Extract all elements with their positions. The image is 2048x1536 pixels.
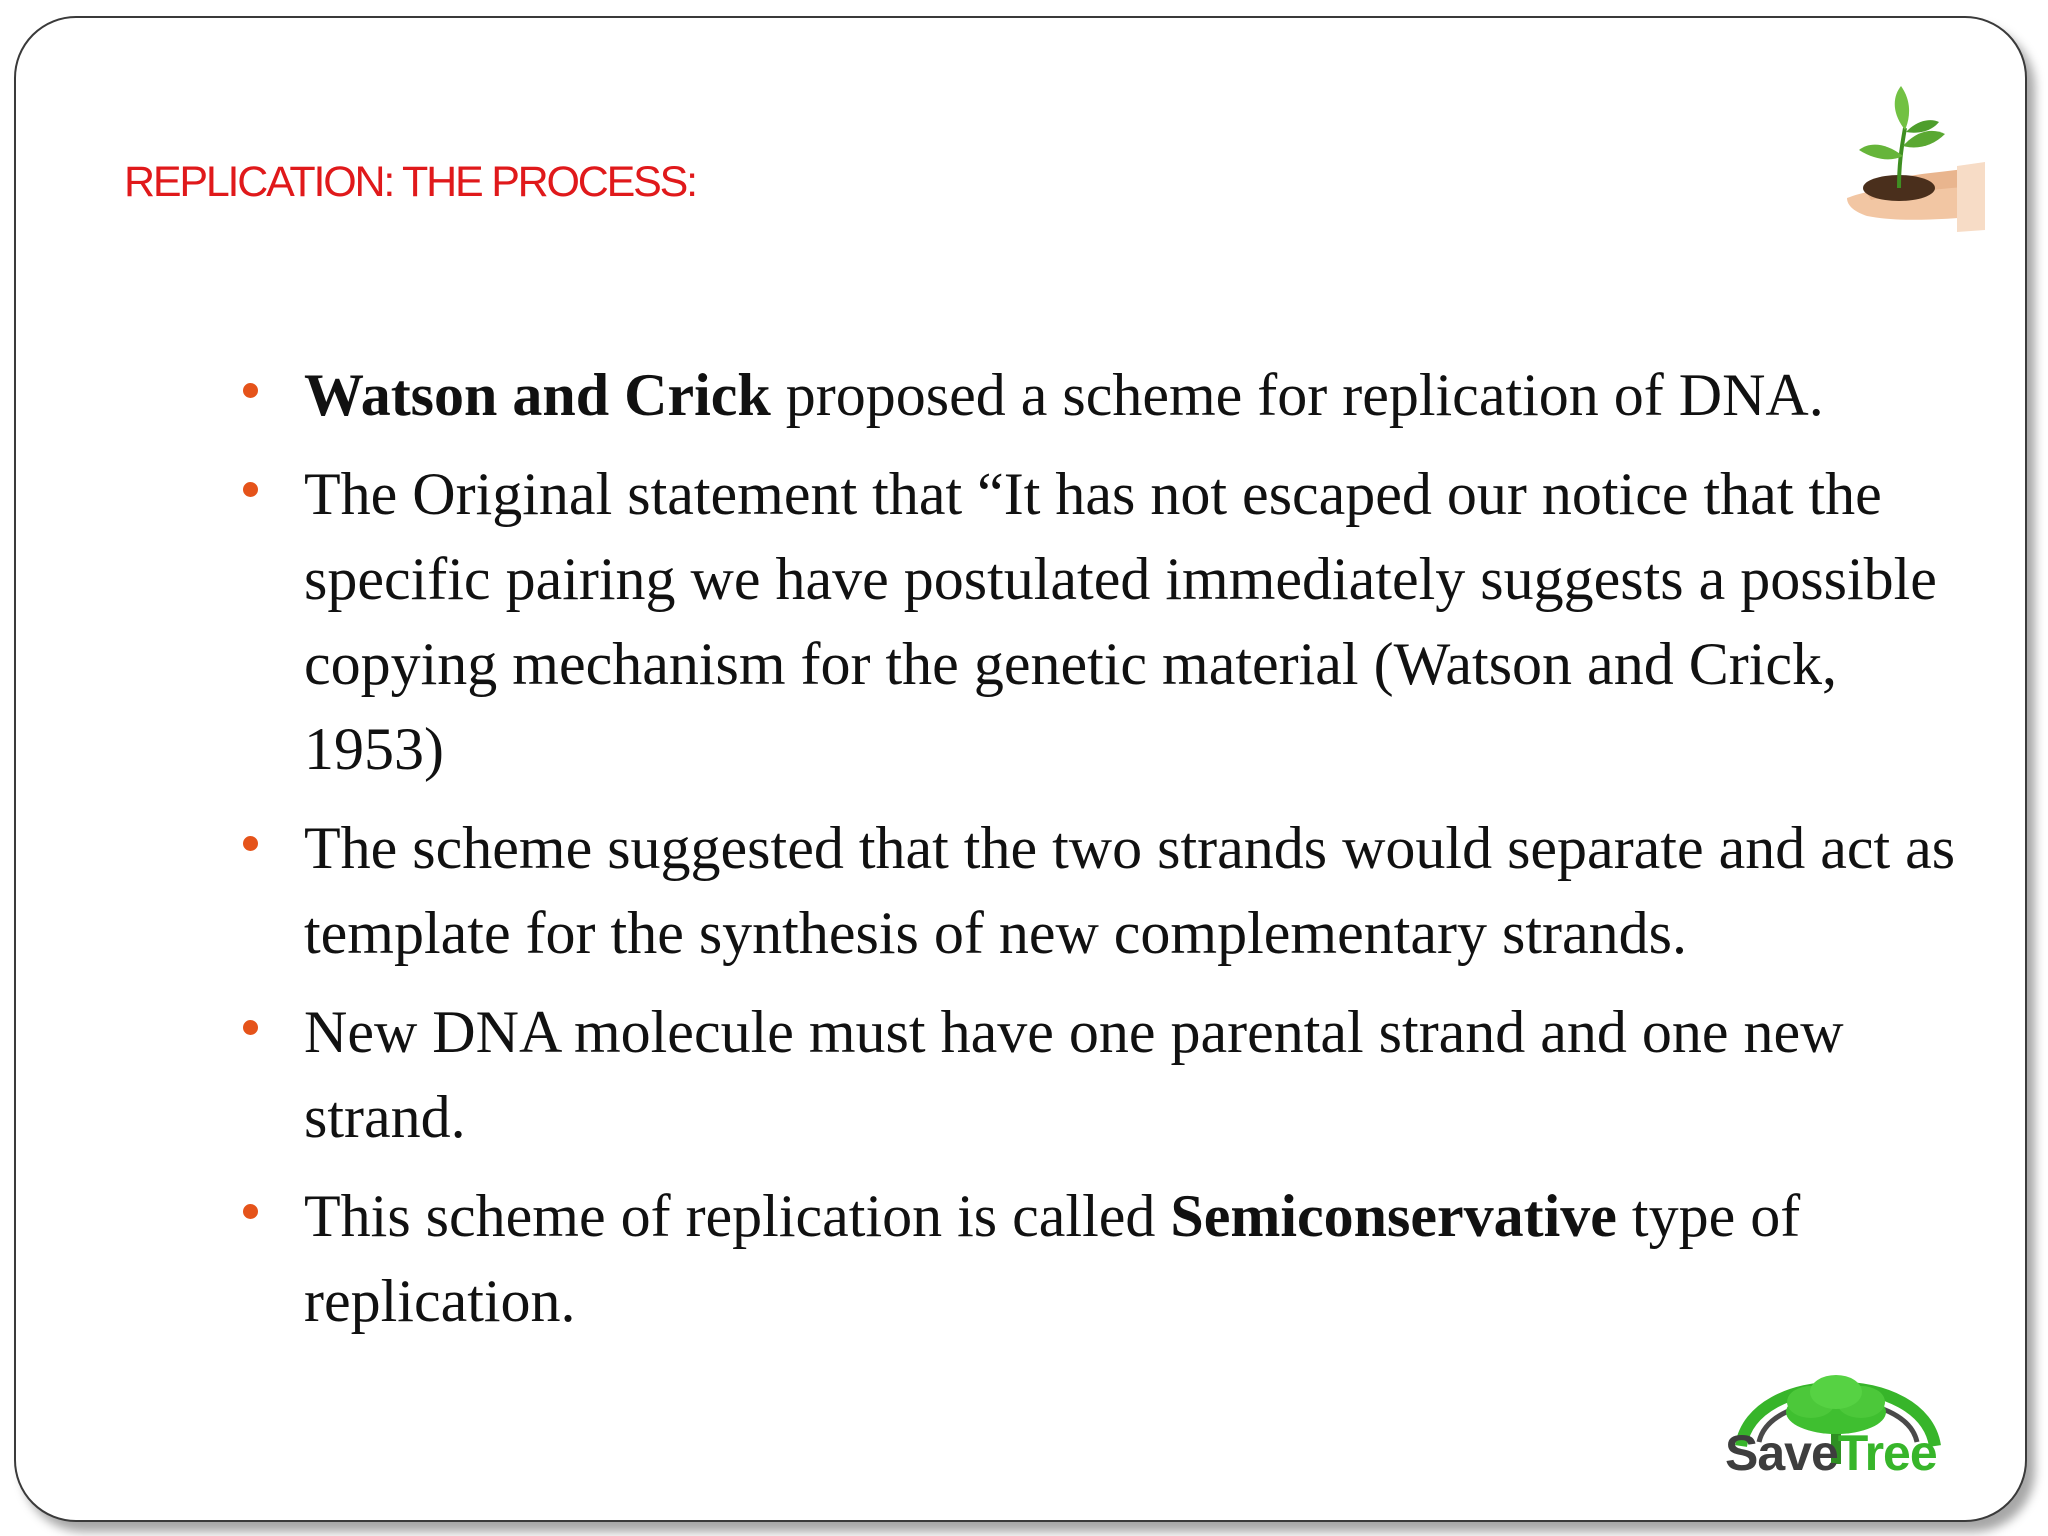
save-tree-wordmark bbox=[1725, 1424, 1937, 1482]
plant-in-hands-icon bbox=[1807, 70, 1987, 240]
bullet-text: proposed a scheme for replication of DNA. bbox=[770, 362, 1824, 428]
slide-title: REPLICATION: THE PROCESS: bbox=[124, 158, 696, 206]
bullet-text: The Original statement that “It has not escaped our notice that the specific pairing we have postulated immediately suggests a possible copying mechanism for the genetic material (Watson and Crick, 1953) bbox=[304, 461, 1937, 782]
bullet-item bbox=[236, 353, 1976, 438]
bullet-text: type of replication. bbox=[304, 1183, 1801, 1334]
bullet-text: This scheme of replication is called bbox=[304, 1183, 1171, 1249]
save-tree-logo bbox=[1713, 1328, 1963, 1498]
bullet-dot-icon bbox=[243, 836, 258, 851]
logo-word-tree: Tree bbox=[1837, 1425, 1937, 1481]
bullet-item bbox=[236, 1174, 1976, 1344]
bullet-item bbox=[236, 806, 1976, 976]
bullet-dot-icon bbox=[243, 1020, 258, 1035]
slide bbox=[14, 16, 2027, 1522]
bullet-dot-icon bbox=[243, 383, 258, 398]
bullet-item bbox=[236, 990, 1976, 1160]
bold-term-text: Semiconservative bbox=[1170, 1183, 1617, 1249]
bold-lead-text: Watson and Crick bbox=[304, 362, 771, 428]
bullet-dot-icon bbox=[243, 1204, 258, 1219]
bullet-list bbox=[236, 353, 1976, 1358]
bullet-dot-icon bbox=[243, 482, 258, 497]
logo-word-save: Save bbox=[1725, 1425, 1838, 1481]
bullet-text: New DNA molecule must have one parental strand and one new strand. bbox=[304, 999, 1844, 1150]
bullet-text: The scheme suggested that the two strands would separate and act as template for the synthesis of new complementary strands. bbox=[304, 815, 1956, 966]
bullet-item bbox=[236, 452, 1976, 792]
